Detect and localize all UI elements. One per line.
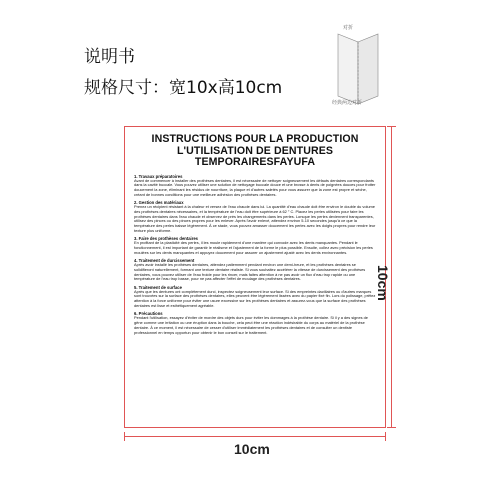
section-title: 4. Traitement de durcissement [134,258,195,264]
spec-title: 说明书 [84,47,135,67]
card-title-line-2: L'UTILISATION DE DENTURES [176,144,334,157]
section-body: Prenez un récipient résistant à la chaleur et versez de l'eau chaude dans lui. La quantité d'eau chaude doit être environ le double du volume des prothèses dentaires nécessaires, et la température de l'eau doit être supérieure à 62 ° C. Placez les perles utilisées pour faire les prothèses dentaires dans l'eau chaude et observez de près les changements dans les perles. Lorsque les perles deviennent transparentes, utilisez des pinces ou des pinces propres pour les enlever. Après l'avoir enlevé, attendez environ 5-10 secondes jusqu'à ce que la température des perles baisse légèrement. À ce stade, vous pouvez amasser doucement les perles avec les doigts propres pour rendre leur texture plus uniforme. [134,204,376,234]
height-dimension-tick-bottom [387,427,396,428]
spec-size: 规格尺寸：宽10x高10cm [84,78,283,98]
fold-label-top: 对折 [343,25,354,31]
width-dimension-tick-right [385,432,386,441]
width-dimension-label: 10cm [234,441,270,457]
section-title: 5. Traitement de surface [134,284,182,290]
height-dimension-line [391,126,392,428]
section-surface [134,285,376,309]
section-title: 3. Faire des prothèses dentaires [134,236,199,242]
card-title-line-3: TEMPORAIRESFAYUFA [194,156,316,168]
fold-label-bottom: 经典两边对折 [332,100,363,106]
section-preparation [134,174,376,198]
card-title [134,134,376,169]
height-dimension-tick-top [387,126,396,127]
section-body: En profitant de la plasticité des perles, il les moule rapidement d'une manière qui convode avec les dents manquantes. Pendant le fonctionnement, il est important de garantir le réalisme et l'ajustement de la forme le plus possible. Ensuite, collez avec précision les perles moulées sur les dents manquantes et appuyez doucement pour assurer un ajustement ajusté avec les dents environnantes. [134,240,373,255]
section-curing [134,258,376,282]
width-dimension-line [124,436,386,437]
section-title: 1. Travaux préparatoires [134,173,183,179]
section-materials [134,200,376,234]
instruction-card [124,126,386,428]
section-body: Avant de commencer à installer des prothèses dentaires, il est nécessaire de nettoyer soigneusement les défauts dentaires correspondants dans la cavité buccale. Vous pouvez utiliser une solution de nettoyage buccale douce et une brosse à dents de poignées douces pour frotter doucement la zone, éliminant les résidus de nourriture, la plaque et d'autres saletés pour vous assurer que la zone est propre et sèche, créant de bonnes conditions pour une meilleure adhésion des prothèses dentaires. [134,177,376,197]
section-precautions [134,311,376,335]
width-dimension-tick-left [124,432,125,441]
section-body: Pendant l'utilisation, essayez d'éviter de mordre des objets durs pour éviter les dommages à la prothèse dentaire. Si il y a des signes de gêne comme une irritation ou une éruption dans la bouche, cela peut être une réaction indésirable du corps au matériel de la prothèse dentaire. À ce moment, il est nécessaire de cesser d'utiliser immédiatement les prothèses dentaires et de consulter un dentiste professionnel en temps opportun pour obtenir le bon conseil sur le traitement. [134,315,368,335]
section-body: Après que les dentures ont complètement durci, inspectez soigneusement leur surface. Si des empreintes dactilaires ou d'autres marques sont trouvées sur la surface des prothèses dentaires, elles peuvent être légèrement lissées avec du papier fixé fin. Lors du polissage, prêtez attention à la force uniforme pour éviter une usure excessive sur les prothèses dentaires et assurez-vous que la surface des prothèses dentaires est lisse et esthétiquement agréable. [134,288,376,308]
height-dimension-label: 10cm [375,265,391,301]
section-making [134,236,376,255]
section-body: Après avoir installé les prothèses dentaires, attendez patiemment pendant environ une demi-heure, et les prothèses dentaires se solidifieront naturellement, formant une texture dentaire réaliste. Si vous souhaitez accélérer la vitesse de durcissement des prothèses dentaires, vous pouvez utiliser de l'eau froide pour les rincer, mais faites attention à ne pas avoir un flux d'eau trop rapide ou une température de l'eau trop basse, pour ne pas affecter l'effet de moulage des prothèses dentaires. [134,262,366,282]
card-title-line-1: INSTRUCTIONS POUR LA PRODUCTION [151,133,359,145]
section-title: 6. Précautions [134,311,163,317]
section-title: 2. Gestion des matériaux [134,200,184,206]
